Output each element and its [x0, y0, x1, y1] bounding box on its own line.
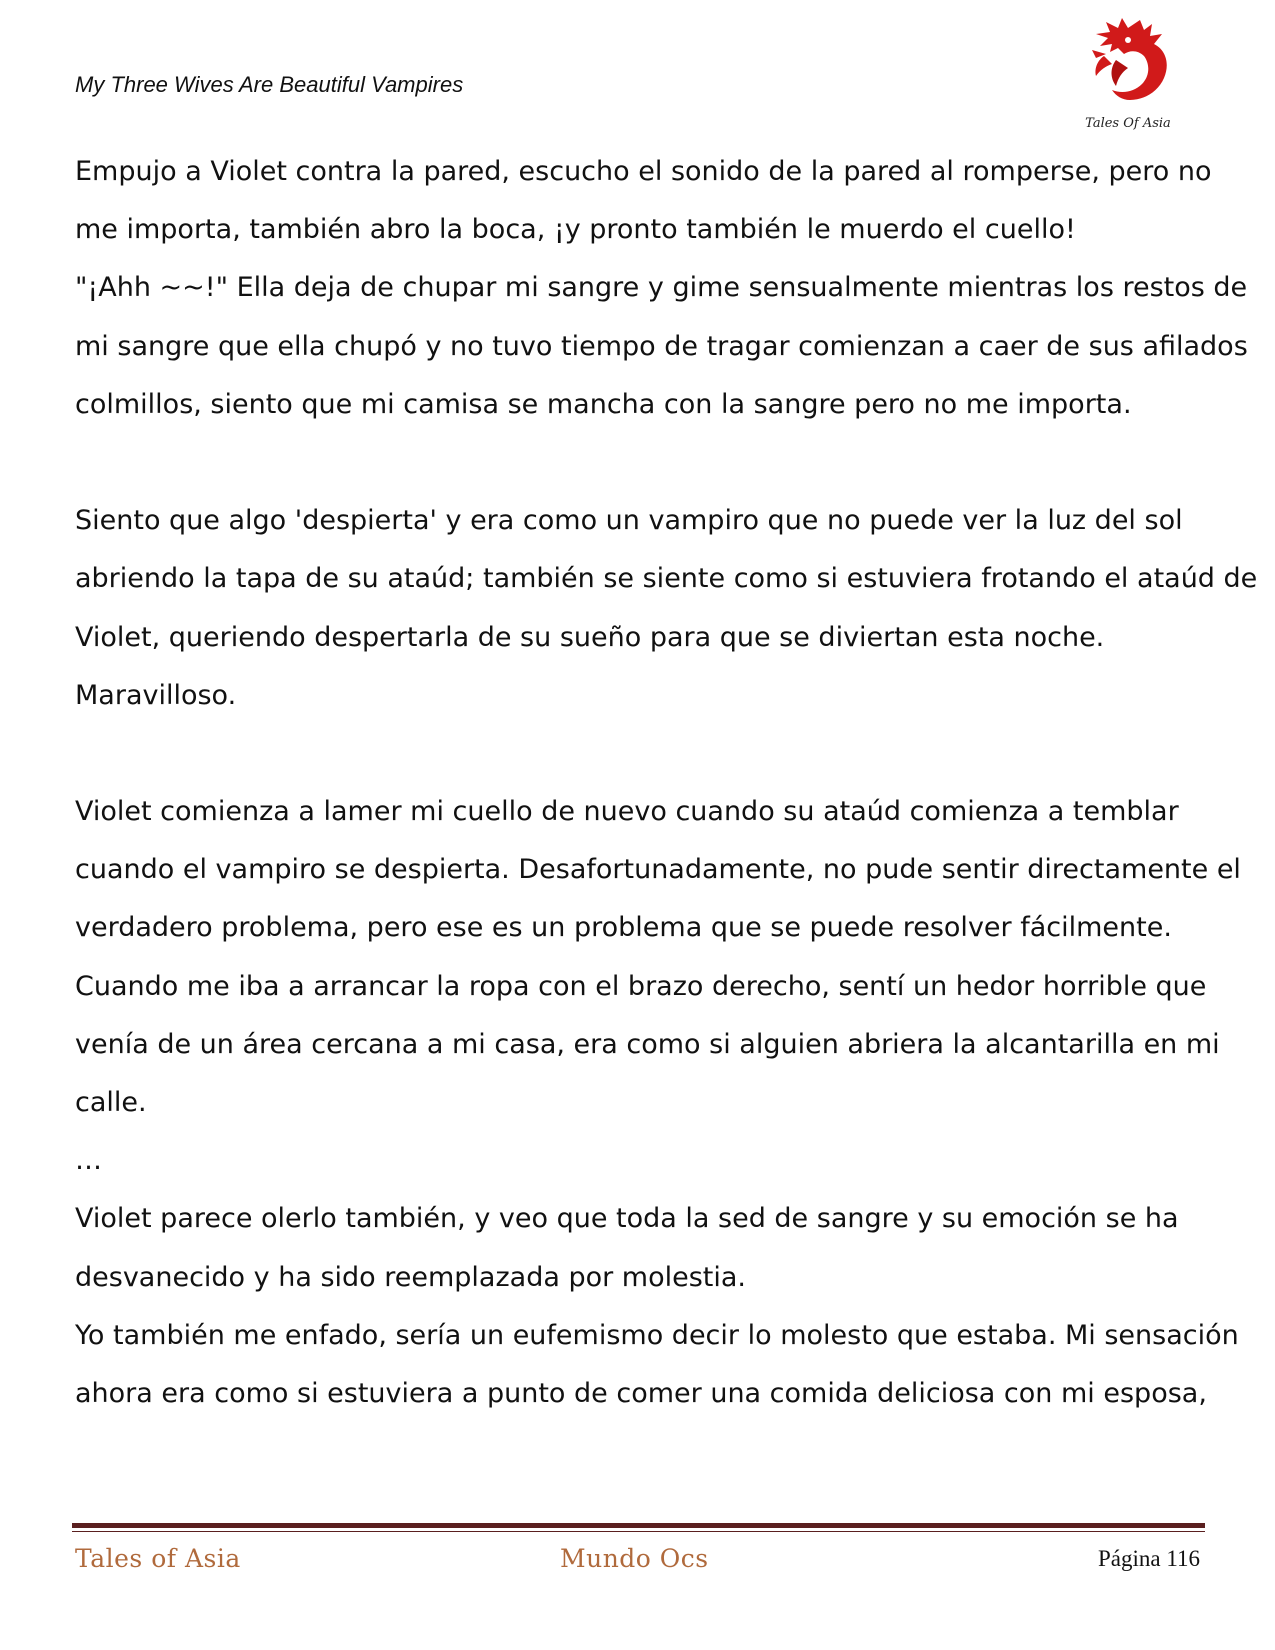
text-line: abriendo la tapa de su ataúd; también se siente como si estuviera frotando el ataúd de [75, 563, 1258, 595]
text-line: Violet, queriendo despertarla de su sueño para que se diviertan esta noche. [75, 621, 1105, 653]
text-line: Maravilloso. [75, 679, 237, 711]
paragraph-gap [75, 434, 1205, 492]
text-line: … [75, 1145, 102, 1177]
text-line: "¡Ahh ~~!" Ella deja de chupar mi sangre y gime sensualmente mientras los restos de [75, 272, 1248, 304]
red-dragon-logo-icon [1082, 16, 1174, 116]
text-line: calle. [75, 1087, 147, 1118]
running-title: My Three Wives Are Beautiful Vampires [75, 72, 464, 97]
text-line: desvanecido y ha sido reemplazada por molestia. [75, 1261, 747, 1293]
text-line: Siento que algo 'despierta' y era como un vampiro que no puede ver la luz del sol [75, 505, 1183, 537]
text-line: Empujo a Violet contra la pared, escucho el sonido de la pared al romperse, pero no [75, 156, 1212, 187]
logo [1082, 16, 1174, 134]
text-line: Yo también me enfado, sería un eufemismo decir lo molesto que estaba. Mi sensación [75, 1319, 1239, 1351]
text-line: venía de un área cercana a mi casa, era como si alguien abriera la alcantarilla en mi [75, 1028, 1220, 1060]
footer-rule [72, 1523, 1205, 1528]
text-line: Violet comienza a lamer mi cuello de nuevo cuando su ataúd comienza a temblar [75, 796, 1179, 828]
text-line: me importa, también abro la boca, ¡y pronto también le muerdo el cuello! [75, 214, 1076, 246]
text-line: ahora era como si estuviera a punto de comer una comida deliciosa con mi esposa, [75, 1377, 1207, 1409]
text-line: verdadero problema, pero ese es un problema que se puede resolver fácilmente. [75, 912, 1172, 944]
footer-site-name: Tales of Asia [75, 1544, 241, 1573]
text-line: Violet parece olerlo también, y veo que toda la sed de sangre y su emoción se ha [75, 1203, 1179, 1235]
footer-rule-thin [72, 1531, 1205, 1532]
text-line: colmillos, siento que mi camisa se mancha con la sangre pero no me importa. [75, 388, 1132, 420]
text-line: mi sangre que ella chupó y no tuvo tiempo de tragar comienzan a caer de sus afilados [75, 330, 1248, 362]
paragraph-gap [75, 725, 1205, 783]
text-line: Cuando me iba a arrancar la ropa con el brazo derecho, sentí un hedor horrible que [75, 970, 1207, 1002]
page-number: Página 116 [1098, 1546, 1200, 1571]
chapter-text [75, 143, 1258, 1423]
text-line: cuando el vampiro se despierta. Desafortunadamente, no pude sentir directamente el [75, 854, 1241, 886]
footer-translator: Mundo Ocs [560, 1544, 709, 1573]
logo-text: Tales Of Asia [1085, 116, 1171, 131]
